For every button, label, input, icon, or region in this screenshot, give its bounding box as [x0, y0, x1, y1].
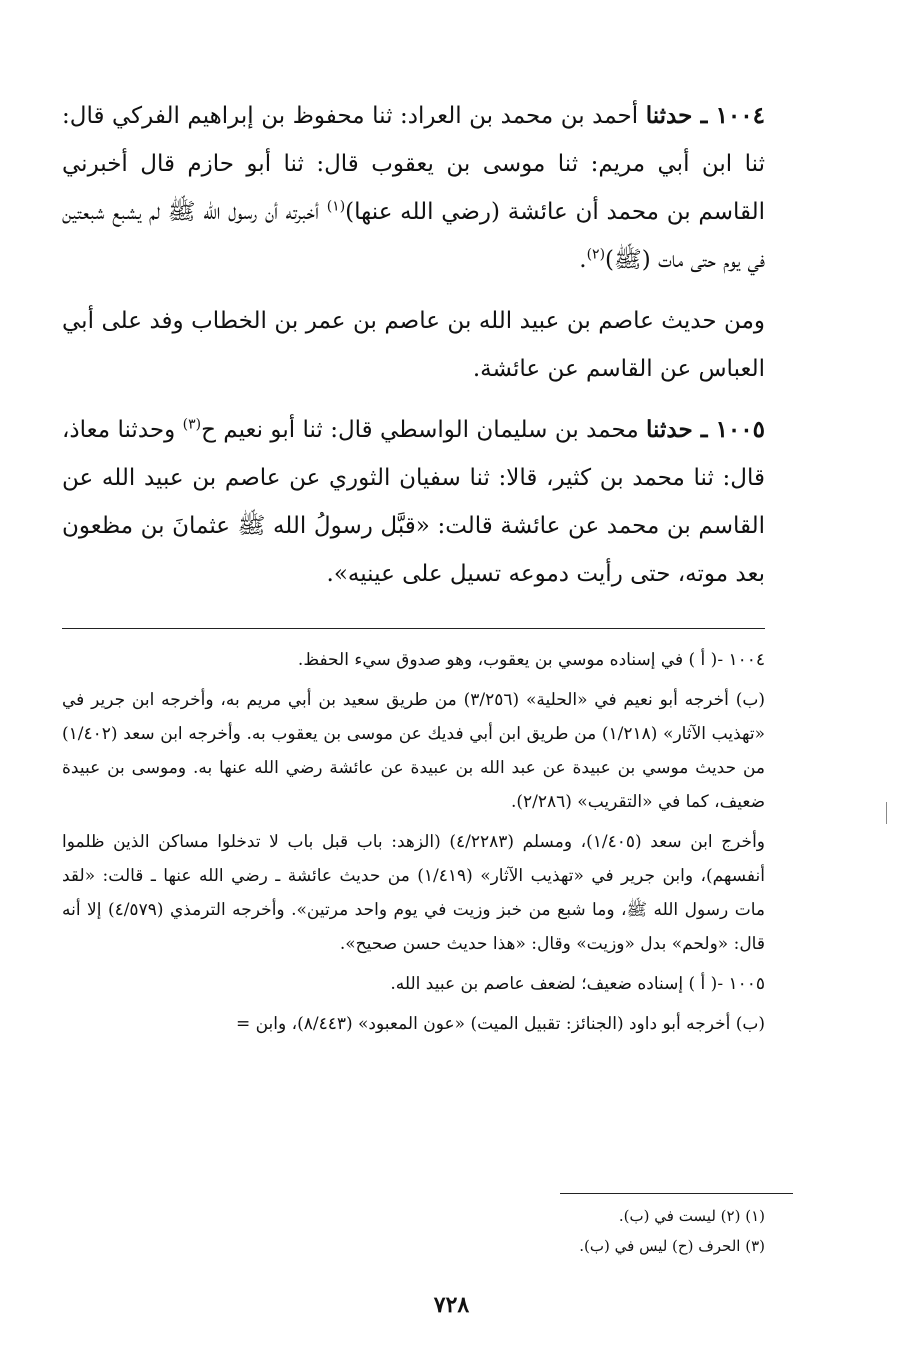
footnote-3: (٣) الحرف (ح) ليس في (ب). [579, 1237, 765, 1255]
page-number: ٧٢٨ [433, 1292, 470, 1318]
commentary-notes [62, 643, 765, 1047]
note-1005-a: ١٠٠٥ -( أ ) إسناده ضعيف؛ لضعف عاصم بن عبيد الله. [390, 974, 765, 994]
hadith-text: . [579, 247, 587, 273]
hadith-1005 [62, 406, 765, 598]
note-1005-b: (ب) أخرجه أبو داود (الجنائز: تقبيل الميت) «عون المعبود» (٨/٤٤٣)، وابن = [235, 1014, 765, 1034]
note-1004-a: ١٠٠٤ -( أ ) في إسناده موسي بن يعقوب، وهو صدوق سيء الحفظ. [297, 650, 765, 670]
hadith-text: وحدثنا معاذ، قال: ثنا محمد بن كثير، قالا: ثنا سفيان الثوري عن عاصم بن عبيد الله عن القاسم بن محمد عن عائشة قالت: «قبَّل رسولُ الله ﷺ عثمانَ بن مظعون بعد موته، حتى رأيت دموعه تسيل على عينيه». [62, 417, 765, 587]
notes-divider [62, 628, 765, 629]
margin-mark [886, 802, 887, 824]
hadith-number: ١٠٠٥ ـ حدثنا [646, 416, 765, 443]
footnotes-divider [560, 1193, 793, 1194]
footnote-ref: (٣) [182, 416, 202, 433]
hadith-text: محمد بن سليمان الواسطي قال: ثنا أبو نعيم ح [201, 417, 647, 443]
hadith-text: أحمد بن محمد بن العراد: ثنا محفوظ بن إبراهيم الفركي قال: ثنا ابن أبي مريم: ثنا موسى بن يعقوب قال: ثنا أبو حازم قال أخبرني القاسم بن محمد أن عائشة (رضي الله عنها) [62, 103, 765, 225]
hadith-1004 [62, 92, 765, 284]
main-text [62, 92, 765, 611]
footnote-ref: (٢) [586, 246, 606, 263]
hadith-number: ١٠٠٤ ـ حدثنا [645, 102, 765, 129]
footnote-1-2: (١) (٢) ليست في (ب). [618, 1207, 765, 1225]
footnote-ref: (١) [326, 198, 346, 215]
note-1004-c: وأخرج ابن سعد (١/٤٠٥)، ومسلم (٤/٢٢٨٣) (الزهد: باب قبل باب لا تدخلوا مساكن الذين ظلموا أنفسهم)، وابن جرير في «تهذيب الآثار» (١/٤١٩) من حديث عائشة ـ رضي الله عنها ـ قالت: «لقد مات رسول الله ﷺ، وما شبع من خبز وزيت في يوم واحد مرتين». وأخرجه الترمذي (٤/٥٧٩) إلا أنه قال: «ولحم» بدل «وزيت» وقال: «هذا حديث حسن صحيح». [62, 832, 766, 954]
isnad-intro: ومن حديث عاصم بن عبيد الله بن عاصم بن عمر بن الخطاب وفد على أبي العباس عن القاسم عن عائشة. [62, 308, 765, 382]
hadith-text: أخبرته أن رسول الله ﷺ لم يشبع شبعتين في يوم حتى مات (ﷺ) [62, 199, 765, 273]
note-1004-b: (ب) أخرجه أبو نعيم في «الحلية» (٣/٢٥٦) من طريق سعيد بن أبي مريم به، وأخرجه ابن جرير في «تهذيب الآثار» (١/٢١٨) من طريق ابن أبي فديك عن موسى بن يعقوب به. وأخرجه ابن سعد (١/٤٠٢) من حديث موسي بن عبيدة عن عبد الله بن عبيدة عن عائشة رضي الله عنها به. وموسى بن عبيدة ضعيف، كما في «التقريب» (٢/٢٨٦). [62, 690, 765, 812]
footnotes [62, 1201, 765, 1261]
